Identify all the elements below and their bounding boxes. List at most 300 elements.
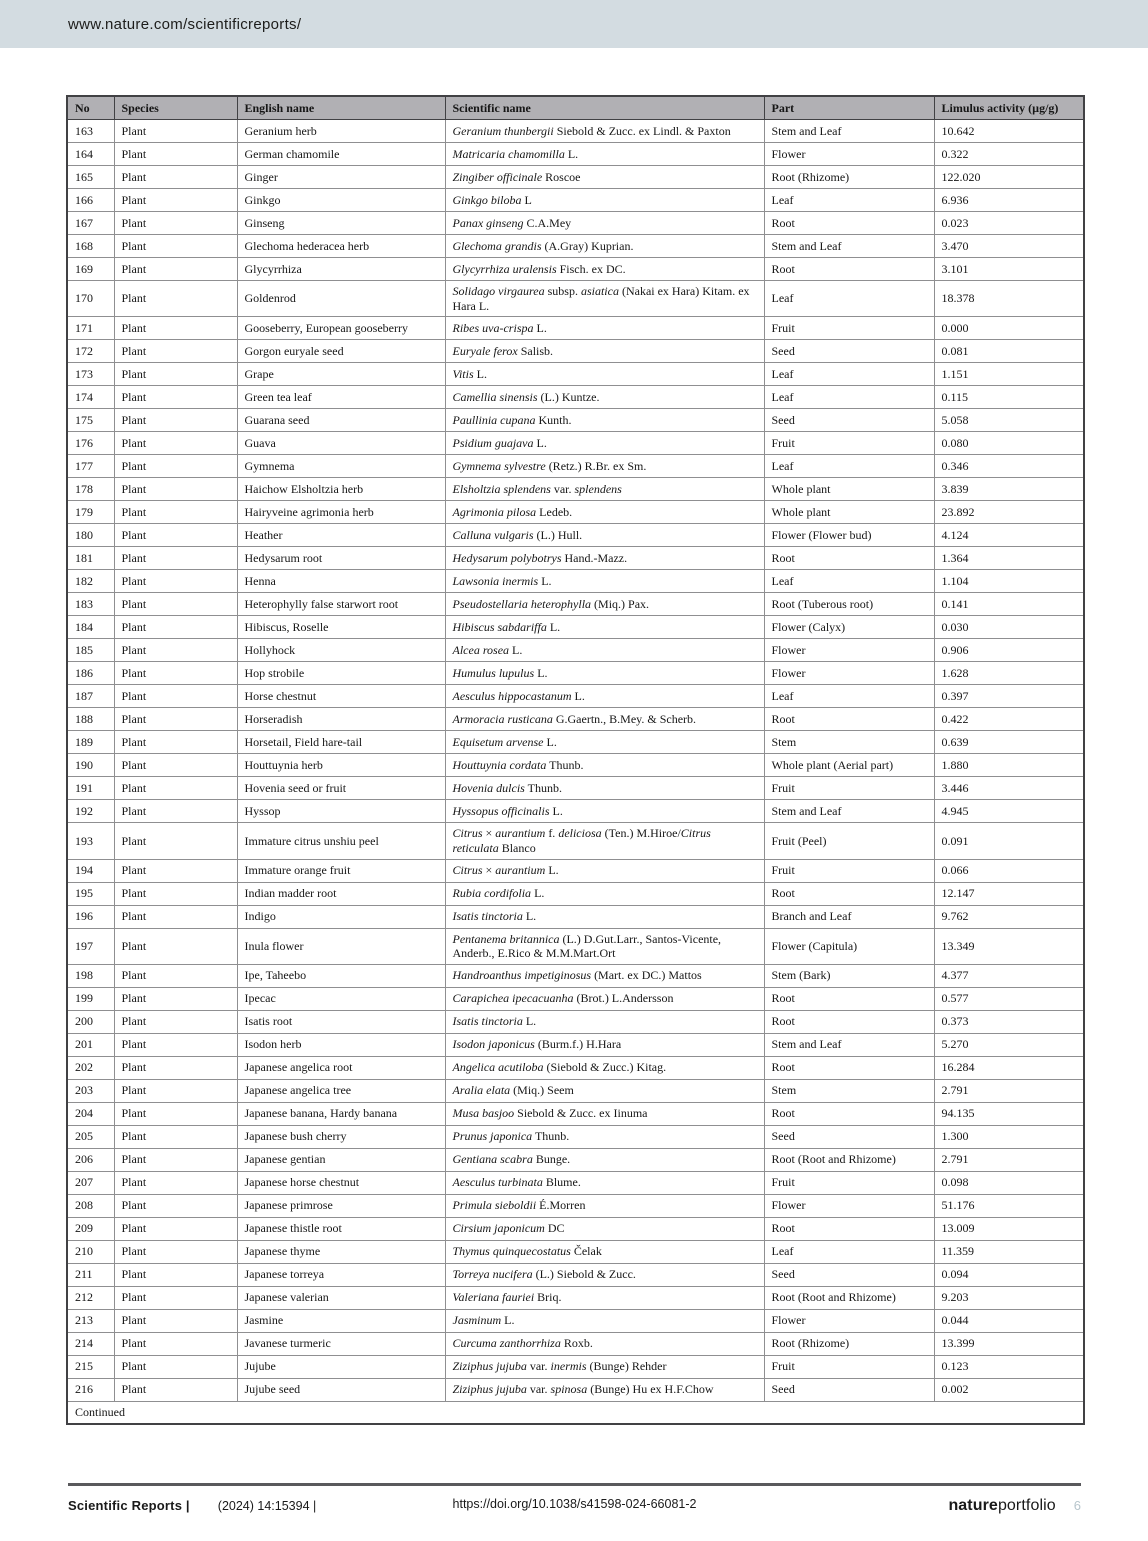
cell-no: 189 <box>67 731 114 754</box>
cell-part: Flower <box>764 143 934 166</box>
page-number: 6 <box>1073 1498 1081 1513</box>
cell-species: Plant <box>114 1309 237 1332</box>
cell-sci: Valeriana fauriei Briq. <box>445 1286 764 1309</box>
cell-activity: 10.642 <box>934 120 1084 143</box>
cell-part: Fruit <box>764 432 934 455</box>
cell-sci: Vitis L. <box>445 363 764 386</box>
cell-species: Plant <box>114 340 237 363</box>
table-row <box>67 143 1084 166</box>
cell-no: 213 <box>67 1309 114 1332</box>
cell-part: Branch and Leaf <box>764 905 934 928</box>
table-row <box>67 386 1084 409</box>
table-row <box>67 1378 1084 1401</box>
cell-activity: 0.322 <box>934 143 1084 166</box>
cell-species: Plant <box>114 987 237 1010</box>
cell-activity: 5.058 <box>934 409 1084 432</box>
cell-sci: Ziziphus jujuba var. inermis (Bunge) Rehder <box>445 1355 764 1378</box>
cell-english: Ipe, Taheebo <box>237 964 445 987</box>
cell-activity: 3.101 <box>934 258 1084 281</box>
cell-activity: 0.422 <box>934 708 1084 731</box>
cell-sci: Agrimonia pilosa Ledeb. <box>445 501 764 524</box>
cell-no: 182 <box>67 570 114 593</box>
cell-english: Ginseng <box>237 212 445 235</box>
cell-sci: Panax ginseng C.A.Mey <box>445 212 764 235</box>
cell-species: Plant <box>114 547 237 570</box>
cell-activity: 122.020 <box>934 166 1084 189</box>
cell-activity: 0.080 <box>934 432 1084 455</box>
cell-activity: 6.936 <box>934 189 1084 212</box>
cell-english: Jujube <box>237 1355 445 1378</box>
cell-no: 164 <box>67 143 114 166</box>
cell-no: 185 <box>67 639 114 662</box>
cell-part: Whole plant <box>764 501 934 524</box>
cell-no: 197 <box>67 928 114 964</box>
cell-english: Hop strobile <box>237 662 445 685</box>
cell-species: Plant <box>114 317 237 340</box>
cell-part: Root <box>764 1056 934 1079</box>
cell-species: Plant <box>114 1355 237 1378</box>
cell-species: Plant <box>114 570 237 593</box>
table-row <box>67 281 1084 317</box>
cell-part: Fruit <box>764 777 934 800</box>
cell-english: Jasmine <box>237 1309 445 1332</box>
cell-activity: 5.270 <box>934 1033 1084 1056</box>
cell-species: Plant <box>114 1286 237 1309</box>
cell-activity: 1.151 <box>934 363 1084 386</box>
cell-english: Horseradish <box>237 708 445 731</box>
table-row <box>67 1286 1084 1309</box>
cell-species: Plant <box>114 363 237 386</box>
cell-sci: Humulus lupulus L. <box>445 662 764 685</box>
cell-species: Plant <box>114 1056 237 1079</box>
table-row <box>67 432 1084 455</box>
cell-no: 211 <box>67 1263 114 1286</box>
table-row <box>67 1263 1084 1286</box>
cell-no: 203 <box>67 1079 114 1102</box>
table-row <box>67 905 1084 928</box>
cell-sci: Lawsonia inermis L. <box>445 570 764 593</box>
cell-species: Plant <box>114 166 237 189</box>
cell-no: 198 <box>67 964 114 987</box>
cell-activity: 0.066 <box>934 859 1084 882</box>
table-row <box>67 340 1084 363</box>
cell-sci: Ginkgo biloba L <box>445 189 764 212</box>
column-header-english: English name <box>237 96 445 120</box>
cell-species: Plant <box>114 928 237 964</box>
cell-sci: Houttuynia cordata Thunb. <box>445 754 764 777</box>
cell-no: 192 <box>67 800 114 823</box>
cell-sci: Gentiana scabra Bunge. <box>445 1148 764 1171</box>
cell-part: Root <box>764 708 934 731</box>
cell-no: 170 <box>67 281 114 317</box>
table-row <box>67 1171 1084 1194</box>
cell-no: 176 <box>67 432 114 455</box>
cell-activity: 2.791 <box>934 1079 1084 1102</box>
cell-english: Grape <box>237 363 445 386</box>
cell-sci: Euryale ferox Salisb. <box>445 340 764 363</box>
cell-english: Japanese bush cherry <box>237 1125 445 1148</box>
cell-no: 201 <box>67 1033 114 1056</box>
cell-english: Japanese thistle root <box>237 1217 445 1240</box>
cell-no: 173 <box>67 363 114 386</box>
cell-species: Plant <box>114 1378 237 1401</box>
cell-species: Plant <box>114 409 237 432</box>
table-row <box>67 1079 1084 1102</box>
table-row <box>67 800 1084 823</box>
cell-part: Root <box>764 987 934 1010</box>
cell-species: Plant <box>114 258 237 281</box>
page-footer <box>68 1483 1081 1515</box>
table-header-row <box>67 96 1084 120</box>
cell-activity: 0.030 <box>934 616 1084 639</box>
cell-english: Jujube seed <box>237 1378 445 1401</box>
cell-english: Haichow Elsholtzia herb <box>237 478 445 501</box>
cell-no: 214 <box>67 1332 114 1355</box>
cell-species: Plant <box>114 708 237 731</box>
continued-row <box>67 1401 1084 1424</box>
cell-english: Hollyhock <box>237 639 445 662</box>
cell-sci: Citrus × aurantium L. <box>445 859 764 882</box>
cell-species: Plant <box>114 143 237 166</box>
table-row <box>67 235 1084 258</box>
cell-english: Gorgon euryale seed <box>237 340 445 363</box>
cell-no: 190 <box>67 754 114 777</box>
cell-sci: Aesculus turbinata Blume. <box>445 1171 764 1194</box>
cell-sci: Curcuma zanthorrhiza Roxb. <box>445 1332 764 1355</box>
cell-no: 195 <box>67 882 114 905</box>
cell-english: Japanese banana, Hardy banana <box>237 1102 445 1125</box>
cell-part: Flower (Capitula) <box>764 928 934 964</box>
cell-sci: Aralia elata (Miq.) Seem <box>445 1079 764 1102</box>
table-row <box>67 166 1084 189</box>
cell-english: Javanese turmeric <box>237 1332 445 1355</box>
cell-no: 205 <box>67 1125 114 1148</box>
cell-part: Flower (Flower bud) <box>764 524 934 547</box>
table-row <box>67 1148 1084 1171</box>
cell-english: Guava <box>237 432 445 455</box>
table-row <box>67 777 1084 800</box>
cell-no: 196 <box>67 905 114 928</box>
cell-english: Inula flower <box>237 928 445 964</box>
cell-sci: Armoracia rusticana G.Gaertn., B.Mey. & Scherb. <box>445 708 764 731</box>
cell-activity: 4.377 <box>934 964 1084 987</box>
cell-part: Leaf <box>764 455 934 478</box>
cell-english: Henna <box>237 570 445 593</box>
cell-part: Stem (Bark) <box>764 964 934 987</box>
cell-no: 183 <box>67 593 114 616</box>
cell-activity: 0.639 <box>934 731 1084 754</box>
cell-sci: Equisetum arvense L. <box>445 731 764 754</box>
cell-english: Ginger <box>237 166 445 189</box>
cell-english: Ginkgo <box>237 189 445 212</box>
cell-sci: Isodon japonicus (Burm.f.) H.Hara <box>445 1033 764 1056</box>
cell-english: Horse chestnut <box>237 685 445 708</box>
cell-no: 186 <box>67 662 114 685</box>
cell-part: Root <box>764 1010 934 1033</box>
table-row <box>67 1332 1084 1355</box>
cell-activity: 0.023 <box>934 212 1084 235</box>
cell-species: Plant <box>114 616 237 639</box>
journal-name: Scientific Reports | <box>68 1498 190 1513</box>
table-row <box>67 1240 1084 1263</box>
table-row <box>67 928 1084 964</box>
cell-activity: 0.002 <box>934 1378 1084 1401</box>
cell-part: Leaf <box>764 685 934 708</box>
cell-sci: Zingiber officinale Roscoe <box>445 166 764 189</box>
cell-sci: Cirsium japonicum DC <box>445 1217 764 1240</box>
cell-part: Root <box>764 1102 934 1125</box>
cell-english: Japanese angelica root <box>237 1056 445 1079</box>
cell-sci: Camellia sinensis (L.) Kuntze. <box>445 386 764 409</box>
cell-part: Flower <box>764 662 934 685</box>
cell-species: Plant <box>114 1332 237 1355</box>
cell-activity: 94.135 <box>934 1102 1084 1125</box>
cell-english: Guarana seed <box>237 409 445 432</box>
cell-part: Seed <box>764 1378 934 1401</box>
cell-no: 174 <box>67 386 114 409</box>
cell-species: Plant <box>114 524 237 547</box>
cell-part: Seed <box>764 1125 934 1148</box>
column-header-species: Species <box>114 96 237 120</box>
cell-species: Plant <box>114 754 237 777</box>
cell-sci: Matricaria chamomilla L. <box>445 143 764 166</box>
table-row <box>67 1056 1084 1079</box>
cell-species: Plant <box>114 386 237 409</box>
table-row <box>67 570 1084 593</box>
cell-species: Plant <box>114 662 237 685</box>
table-row <box>67 823 1084 859</box>
table-row <box>67 501 1084 524</box>
cell-species: Plant <box>114 905 237 928</box>
cell-sci: Alcea rosea L. <box>445 639 764 662</box>
cell-activity: 0.397 <box>934 685 1084 708</box>
table-row <box>67 685 1084 708</box>
cell-part: Whole plant (Aerial part) <box>764 754 934 777</box>
cell-activity: 3.470 <box>934 235 1084 258</box>
cell-no: 169 <box>67 258 114 281</box>
cell-sci: Aesculus hippocastanum L. <box>445 685 764 708</box>
column-header-activity: Limulus activity (µg/g) <box>934 96 1084 120</box>
cell-species: Plant <box>114 777 237 800</box>
table-row <box>67 120 1084 143</box>
cell-species: Plant <box>114 1263 237 1286</box>
cell-part: Seed <box>764 1263 934 1286</box>
table-row <box>67 1102 1084 1125</box>
cell-part: Seed <box>764 409 934 432</box>
cell-species: Plant <box>114 800 237 823</box>
cell-english: Hedysarum root <box>237 547 445 570</box>
table-row <box>67 1010 1084 1033</box>
cell-activity: 13.349 <box>934 928 1084 964</box>
cell-no: 178 <box>67 478 114 501</box>
cell-english: Glycyrrhiza <box>237 258 445 281</box>
cell-activity: 12.147 <box>934 882 1084 905</box>
cell-activity: 51.176 <box>934 1194 1084 1217</box>
cell-part: Root (Tuberous root) <box>764 593 934 616</box>
cell-species: Plant <box>114 212 237 235</box>
cell-english: Hibiscus, Roselle <box>237 616 445 639</box>
cell-activity: 1.628 <box>934 662 1084 685</box>
cell-part: Flower <box>764 639 934 662</box>
cell-activity: 4.124 <box>934 524 1084 547</box>
cell-english: Horsetail, Field hare-tail <box>237 731 445 754</box>
cell-activity: 0.098 <box>934 1171 1084 1194</box>
cell-activity: 1.880 <box>934 754 1084 777</box>
cell-part: Stem <box>764 731 934 754</box>
cell-english: Japanese angelica tree <box>237 1079 445 1102</box>
cell-species: Plant <box>114 639 237 662</box>
cell-part: Stem and Leaf <box>764 800 934 823</box>
cell-activity: 0.081 <box>934 340 1084 363</box>
cell-part: Seed <box>764 340 934 363</box>
cell-species: Plant <box>114 1171 237 1194</box>
cell-part: Fruit <box>764 1355 934 1378</box>
cell-english: Immature citrus unshiu peel <box>237 823 445 859</box>
cell-no: 163 <box>67 120 114 143</box>
cell-no: 208 <box>67 1194 114 1217</box>
table-row <box>67 1033 1084 1056</box>
cell-no: 191 <box>67 777 114 800</box>
table-row <box>67 616 1084 639</box>
cell-no: 171 <box>67 317 114 340</box>
cell-sci: Musa basjoo Siebold & Zucc. ex Iinuma <box>445 1102 764 1125</box>
cell-species: Plant <box>114 235 237 258</box>
cell-activity: 0.000 <box>934 317 1084 340</box>
cell-english: Green tea leaf <box>237 386 445 409</box>
cell-no: 207 <box>67 1171 114 1194</box>
site-header-band <box>0 0 1148 48</box>
site-url[interactable]: www.nature.com/scientificreports/ <box>68 15 302 33</box>
cell-activity: 9.762 <box>934 905 1084 928</box>
cell-species: Plant <box>114 455 237 478</box>
cell-species: Plant <box>114 1102 237 1125</box>
cell-no: 194 <box>67 859 114 882</box>
cell-english: Hovenia seed or fruit <box>237 777 445 800</box>
table-row <box>67 882 1084 905</box>
cell-part: Fruit <box>764 859 934 882</box>
limulus-activity-table <box>66 95 1085 1425</box>
cell-species: Plant <box>114 964 237 987</box>
cell-species: Plant <box>114 1148 237 1171</box>
cell-part: Fruit <box>764 1171 934 1194</box>
cell-part: Flower <box>764 1309 934 1332</box>
cell-species: Plant <box>114 1240 237 1263</box>
cell-species: Plant <box>114 731 237 754</box>
cell-no: 187 <box>67 685 114 708</box>
cell-sci: Gymnema sylvestre (Retz.) R.Br. ex Sm. <box>445 455 764 478</box>
cell-species: Plant <box>114 823 237 859</box>
table-row <box>67 639 1084 662</box>
cell-english: Indian madder root <box>237 882 445 905</box>
cell-sci: Glechoma grandis (A.Gray) Kuprian. <box>445 235 764 258</box>
table-row <box>67 1194 1084 1217</box>
table-row <box>67 1125 1084 1148</box>
cell-no: 179 <box>67 501 114 524</box>
cell-sci: Citrus × aurantium f. deliciosa (Ten.) M.Hiroe/Citrus reticulata Blanco <box>445 823 764 859</box>
cell-part: Root (Root and Rhizome) <box>764 1286 934 1309</box>
cell-english: Ipecac <box>237 987 445 1010</box>
table-row <box>67 524 1084 547</box>
cell-species: Plant <box>114 432 237 455</box>
cell-no: 199 <box>67 987 114 1010</box>
cell-english: Immature orange fruit <box>237 859 445 882</box>
cell-activity: 3.839 <box>934 478 1084 501</box>
cell-no: 210 <box>67 1240 114 1263</box>
cell-part: Leaf <box>764 1240 934 1263</box>
column-header-no: No <box>67 96 114 120</box>
cell-sci: Primula sieboldii É.Morren <box>445 1194 764 1217</box>
cell-activity: 0.044 <box>934 1309 1084 1332</box>
cell-english: Japanese thyme <box>237 1240 445 1263</box>
cell-no: 181 <box>67 547 114 570</box>
cell-activity: 0.577 <box>934 987 1084 1010</box>
table-row <box>67 1309 1084 1332</box>
cell-sci: Torreya nucifera (L.) Siebold & Zucc. <box>445 1263 764 1286</box>
cell-part: Stem and Leaf <box>764 235 934 258</box>
cell-english: Japanese gentian <box>237 1148 445 1171</box>
continued-label: Continued <box>67 1401 1084 1424</box>
footer-rule <box>68 1483 1081 1486</box>
cell-species: Plant <box>114 189 237 212</box>
cell-sci: Isatis tinctoria L. <box>445 905 764 928</box>
table-row <box>67 987 1084 1010</box>
cell-sci: Ribes uva-crispa L. <box>445 317 764 340</box>
cell-part: Leaf <box>764 386 934 409</box>
cell-activity: 3.446 <box>934 777 1084 800</box>
table-row <box>67 317 1084 340</box>
cell-part: Root <box>764 212 934 235</box>
cell-activity: 1.104 <box>934 570 1084 593</box>
cell-activity: 0.123 <box>934 1355 1084 1378</box>
cell-sci: Jasminum L. <box>445 1309 764 1332</box>
cell-no: 206 <box>67 1148 114 1171</box>
cell-english: Hairyveine agrimonia herb <box>237 501 445 524</box>
cell-english: Isodon herb <box>237 1033 445 1056</box>
table-row <box>67 189 1084 212</box>
cell-english: Japanese torreya <box>237 1263 445 1286</box>
cell-species: Plant <box>114 1125 237 1148</box>
cell-species: Plant <box>114 882 237 905</box>
nature-wordmark: nature <box>948 1497 998 1514</box>
citation-text: (2024) 14:15394 | <box>217 1499 317 1513</box>
cell-activity: 9.203 <box>934 1286 1084 1309</box>
nature-portfolio-logo <box>948 1497 1055 1515</box>
cell-part: Leaf <box>764 189 934 212</box>
table-row <box>67 455 1084 478</box>
table-row <box>67 754 1084 777</box>
cell-part: Leaf <box>764 281 934 317</box>
cell-species: Plant <box>114 478 237 501</box>
cell-species: Plant <box>114 1079 237 1102</box>
cell-english: Goldenrod <box>237 281 445 317</box>
cell-english: Hyssop <box>237 800 445 823</box>
cell-species: Plant <box>114 1217 237 1240</box>
cell-no: 215 <box>67 1355 114 1378</box>
cell-no: 209 <box>67 1217 114 1240</box>
cell-part: Root <box>764 1217 934 1240</box>
cell-sci: Calluna vulgaris (L.) Hull. <box>445 524 764 547</box>
cell-activity: 4.945 <box>934 800 1084 823</box>
cell-part: Leaf <box>764 570 934 593</box>
cell-sci: Elsholtzia splendens var. splendens <box>445 478 764 501</box>
cell-sci: Hyssopus officinalis L. <box>445 800 764 823</box>
cell-english: Indigo <box>237 905 445 928</box>
cell-species: Plant <box>114 1033 237 1056</box>
cell-activity: 0.115 <box>934 386 1084 409</box>
doi-link[interactable]: https://doi.org/10.1038/s41598-024-66081-2 <box>452 1497 697 1511</box>
cell-part: Stem <box>764 1079 934 1102</box>
cell-sci: Carapichea ipecacuanha (Brot.) L.Andersson <box>445 987 764 1010</box>
